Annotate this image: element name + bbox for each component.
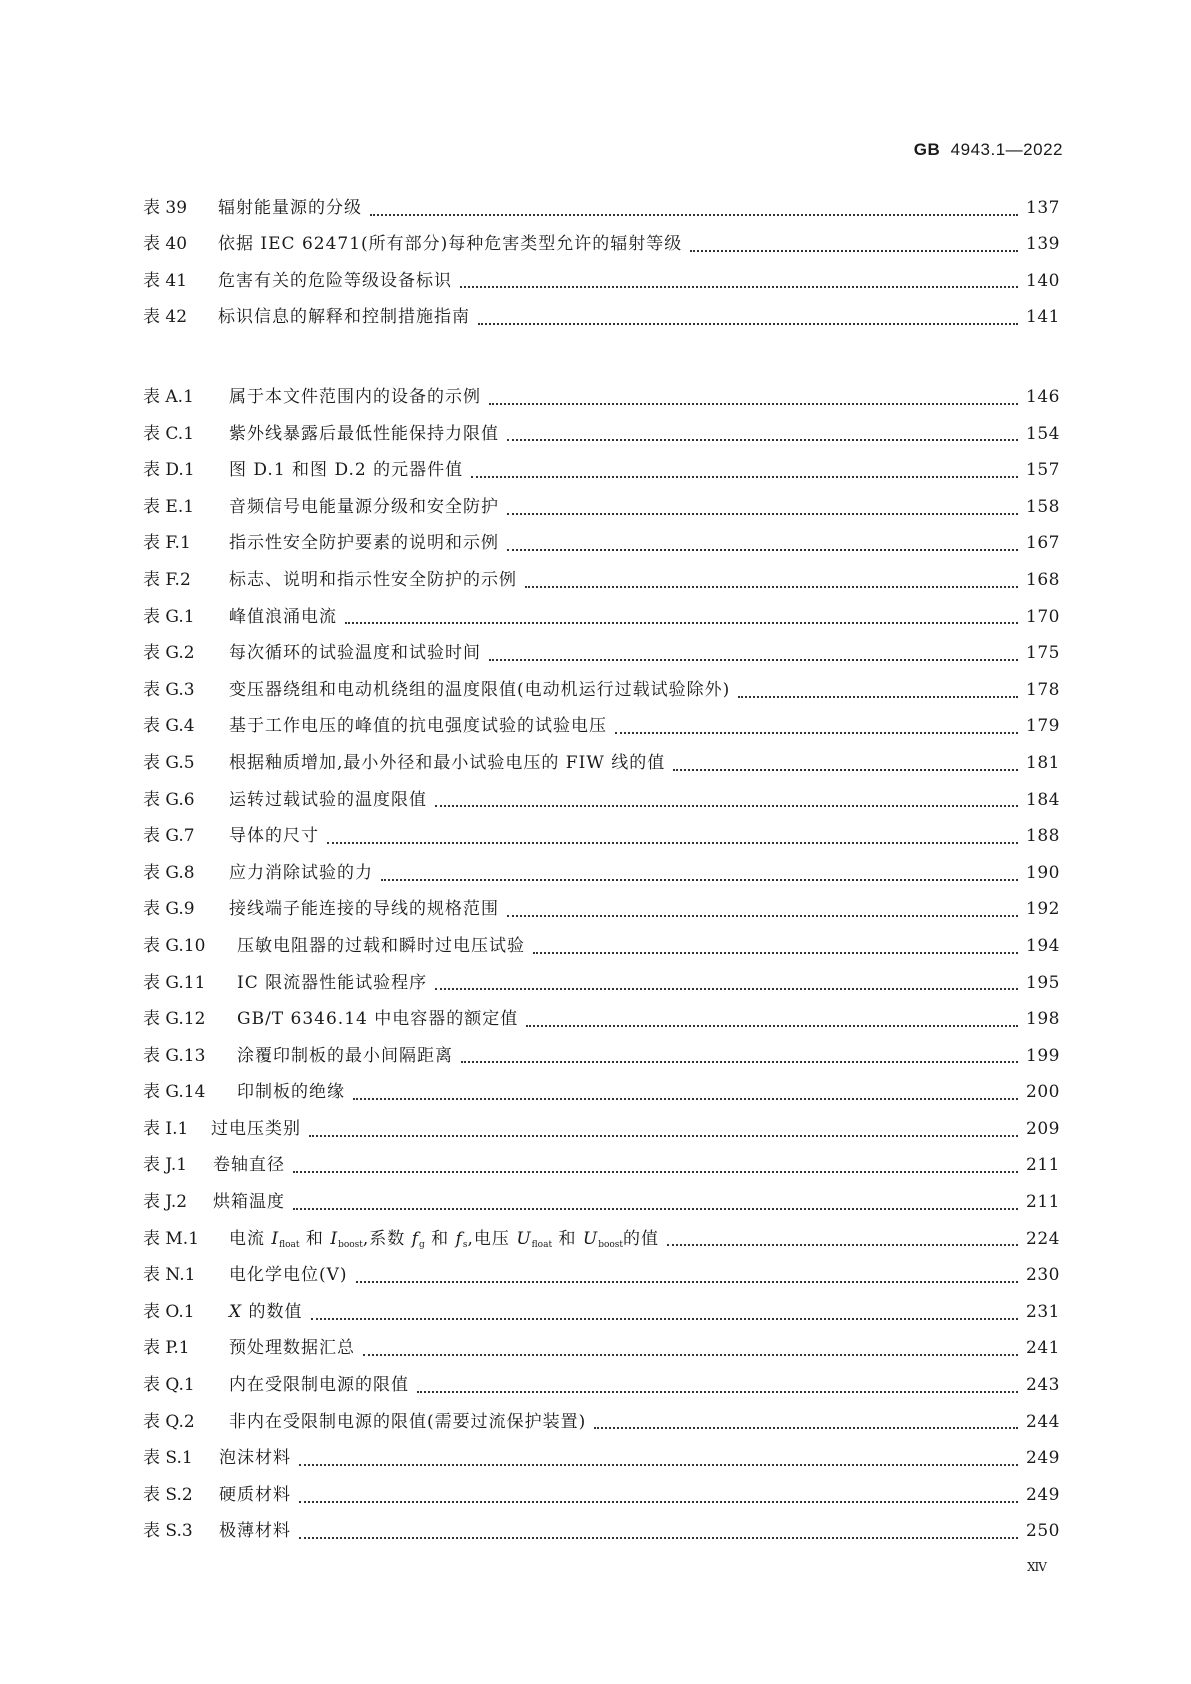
toc-entry[interactable]: [143, 1004, 1060, 1041]
toc-entry[interactable]: [143, 1077, 1060, 1114]
toc-entry-label: 表 G.3: [143, 679, 195, 700]
toc-entry[interactable]: [143, 602, 1060, 639]
leader-dots: [293, 1207, 1018, 1210]
toc-entry-label: 表 G.2: [143, 643, 195, 664]
toc-entry-label: 表 G.1: [143, 606, 195, 627]
toc-entry-page: 249: [1026, 1484, 1060, 1505]
toc-entry[interactable]: [143, 785, 1060, 822]
leader-dots: [353, 1097, 1018, 1100]
subscript-g: g: [419, 1239, 425, 1250]
toc-entry-label: 表 G.9: [143, 899, 195, 920]
subscript-s: s: [462, 1239, 468, 1250]
toc-entry-title: 电化学电位(V): [229, 1265, 348, 1286]
symbol-x: X: [229, 1301, 243, 1322]
toc-entry[interactable]: [143, 229, 1060, 265]
toc-entry-title: 内在受限制电源的限值: [229, 1375, 409, 1396]
toc-entry-page: 230: [1026, 1265, 1060, 1286]
toc-entry-label: 表 C.1: [143, 423, 195, 444]
toc-entry[interactable]: [143, 675, 1060, 712]
toc-entry-page: 179: [1026, 716, 1060, 737]
leader-dots: [299, 1500, 1018, 1503]
leader-dots: [293, 1170, 1018, 1173]
toc-entry[interactable]: [143, 455, 1060, 492]
symbol-current: I: [271, 1228, 280, 1249]
leader-dots: [417, 1390, 1018, 1393]
toc-entry-page: 241: [1026, 1338, 1060, 1359]
toc-entry[interactable]: [143, 419, 1060, 456]
title-text: 的值: [623, 1228, 660, 1249]
toc-entry[interactable]: [143, 1407, 1060, 1444]
title-text: 和: [299, 1228, 331, 1249]
toc-entry-page: 231: [1026, 1301, 1060, 1322]
leader-dots: [435, 987, 1018, 990]
toc-entry-label: 表 J.2: [143, 1192, 188, 1213]
toc-entry-title: 危害有关的危险等级设备标识: [218, 270, 452, 291]
toc-entry-label: 表 S.1: [143, 1448, 193, 1469]
subscript-boost: boost: [338, 1239, 363, 1250]
toc-entry-label: 表 G.7: [143, 826, 195, 847]
toc-entry-label: 表 G.4: [143, 716, 195, 737]
toc-entry-title: 图 D.1 和图 D.2 的元器件值: [229, 460, 464, 481]
toc-entry[interactable]: [143, 266, 1060, 302]
toc-entry[interactable]: [143, 565, 1060, 602]
toc-entry-page: 243: [1026, 1375, 1060, 1396]
toc-entry-page: 200: [1026, 1082, 1060, 1103]
toc-entry-label: 表 I.1: [143, 1118, 189, 1139]
toc-entry[interactable]: [143, 1516, 1060, 1553]
toc-entry-page: 157: [1026, 460, 1060, 481]
toc-entry-title: 变压器绕组和电动机绕组的温度限值(电动机运行过载试验除外): [229, 679, 731, 700]
toc-entry[interactable]: [143, 931, 1060, 968]
toc-entry-title: 印制板的绝缘: [237, 1082, 345, 1103]
toc-entry-page: 175: [1026, 643, 1060, 664]
leader-dots: [381, 878, 1018, 881]
leader-dots: [525, 585, 1018, 588]
toc-entry-title: 指示性安全防护要素的说明和示例: [229, 533, 499, 554]
leader-dots: [356, 1280, 1019, 1283]
toc-entry[interactable]: [143, 492, 1060, 529]
toc-entry-title: GB/T 6346.14 中电容器的额定值: [237, 1009, 519, 1030]
toc-entry-page: 198: [1026, 1009, 1060, 1030]
toc-entry-title: 辐射能量源的分级: [218, 198, 362, 218]
toc-entry-title: 接线端子能连接的导线的规格范围: [229, 899, 499, 920]
toc-entry[interactable]: [143, 1297, 1060, 1334]
leader-dots: [507, 914, 1018, 917]
toc-entry-title: 泡沫材料: [219, 1448, 291, 1469]
symbol-voltage: U: [516, 1228, 532, 1249]
leader-dots: [738, 695, 1018, 698]
toc-entry-title: 峰值浪涌电流: [229, 606, 337, 627]
leader-dots: [594, 1426, 1018, 1429]
toc-entry-label: 表 42: [143, 306, 188, 327]
toc-entry-page: 181: [1026, 752, 1060, 773]
toc-entry-page: 211: [1026, 1192, 1060, 1213]
toc-entry[interactable]: [143, 1333, 1060, 1370]
toc-entry-label: 表 Q.1: [143, 1375, 195, 1396]
leader-dots: [507, 548, 1018, 551]
toc-entry-label: 表 41: [143, 270, 188, 291]
leader-dots: [615, 731, 1018, 734]
toc-entry-title: 应力消除试验的力: [229, 862, 373, 883]
toc-entry[interactable]: [143, 1443, 1060, 1480]
toc-section-main-tables: [143, 193, 1060, 338]
toc-entry-title: 标识信息的解释和控制措施指南: [218, 306, 470, 327]
standard-number: 4943.1—2022: [950, 140, 1063, 159]
toc-entry[interactable]: [143, 528, 1060, 565]
symbol-voltage: U: [582, 1228, 599, 1249]
toc-entry-title: 烘箱温度: [213, 1192, 285, 1213]
toc-entry-title: 音频信号电能量源分级和安全防护: [229, 496, 499, 517]
toc-entry-title: 非内在受限制电源的限值(需要过流保护装置): [229, 1411, 587, 1432]
toc-entry-title: 基于工作电压的峰值的抗电强度试验的试验电压: [229, 716, 607, 737]
toc-entry-page: 167: [1026, 533, 1060, 554]
toc-entry-page: 224: [1026, 1228, 1060, 1249]
symbol-current: I: [330, 1228, 339, 1249]
toc-entry-title: 导体的尺寸: [229, 826, 319, 847]
toc-entry[interactable]: [143, 968, 1060, 1005]
toc-entry-label: 表 Q.2: [143, 1411, 195, 1432]
toc-entry-page: 178: [1026, 679, 1060, 700]
toc-entry[interactable]: [143, 1041, 1060, 1078]
toc-entry-label: 表 G.6: [143, 789, 195, 810]
leader-dots: [299, 1463, 1018, 1466]
symbol-factor: f: [411, 1228, 420, 1249]
toc-entry-title: 卷轴直径: [213, 1155, 285, 1176]
leader-dots: [507, 512, 1018, 515]
leader-dots: [345, 621, 1018, 624]
page-number: XIV: [1027, 1560, 1046, 1574]
toc-entry-title: [229, 1224, 659, 1250]
toc-entry-label: 表 G.5: [143, 752, 195, 773]
toc-entry-title: 紫外线暴露后最低性能保持力限值: [229, 423, 499, 444]
toc-entry-label: 表 M.1: [143, 1228, 200, 1249]
toc-entry-page: 188: [1026, 826, 1060, 847]
toc-entry-page: 154: [1026, 423, 1060, 444]
toc-entry-page: 141: [1026, 306, 1060, 327]
toc-entry-page: 211: [1026, 1155, 1060, 1176]
leader-dots: [309, 1134, 1018, 1137]
toc-entry-label: 表 A.1: [143, 387, 194, 407]
title-text: ,电压: [467, 1228, 517, 1249]
document-code: [914, 140, 1063, 160]
title-text: 和: [552, 1228, 583, 1249]
toc-entry-page: 250: [1026, 1521, 1060, 1542]
toc-entry-page: 170: [1026, 606, 1060, 627]
toc-entry-page: 195: [1026, 972, 1060, 993]
toc-entry-label: 表 E.1: [143, 496, 195, 517]
toc-entry[interactable]: [143, 193, 1060, 229]
toc-entry[interactable]: [143, 1224, 1060, 1261]
symbol-factor: f: [455, 1228, 463, 1249]
standard-prefix: GB: [913, 140, 941, 159]
leader-dots: [533, 951, 1018, 954]
leader-dots: [489, 658, 1018, 661]
toc-entry-title: IC 限流器性能试验程序: [237, 972, 428, 993]
toc-entry-page: 146: [1026, 387, 1060, 407]
toc-entry-title: 标志、说明和指示性安全防护的示例: [229, 569, 517, 590]
subscript-float: float: [531, 1239, 553, 1250]
toc-entry-label: 表 40: [143, 234, 188, 255]
toc-entry-label: 表 39: [143, 198, 188, 218]
toc-entry[interactable]: [143, 858, 1060, 895]
title-text: ,系数: [362, 1228, 412, 1249]
toc-entry[interactable]: [143, 302, 1060, 338]
leader-dots: [461, 1060, 1018, 1063]
toc-section-annex-tables: [143, 382, 1060, 1553]
toc-entry-page: 199: [1026, 1045, 1060, 1066]
toc-entry-label: 表 N.1: [143, 1265, 196, 1286]
toc-entry-title: 压敏电阻器的过载和瞬时过电压试验: [237, 935, 525, 956]
toc-entry[interactable]: [143, 1260, 1060, 1297]
toc-entry-label: 表 P.1: [143, 1338, 190, 1359]
toc-entry-title: 每次循环的试验温度和试验时间: [229, 643, 481, 664]
toc-entry[interactable]: [143, 821, 1060, 858]
toc-entry[interactable]: [143, 382, 1060, 419]
leader-dots: [526, 1024, 1018, 1027]
toc-entry-title: 属于本文件范围内的设备的示例: [229, 387, 481, 407]
title-text: 和: [424, 1228, 456, 1249]
toc-entry[interactable]: [143, 748, 1060, 785]
toc-entry-page: 244: [1026, 1411, 1060, 1432]
toc-entry-title: 过电压类别: [211, 1118, 301, 1139]
toc-entry-page: 158: [1026, 496, 1060, 517]
toc-entry-page: 190: [1026, 862, 1060, 883]
toc-entry-title: 硬质材料: [219, 1484, 291, 1505]
toc-entry-page: 139: [1026, 234, 1060, 255]
toc-entry-page: 249: [1026, 1448, 1060, 1469]
title-text: 电流: [229, 1228, 272, 1249]
toc-entry-label: 表 G.11: [143, 972, 206, 993]
toc-entry-title: 极薄材料: [219, 1521, 291, 1542]
toc-entry[interactable]: [143, 711, 1060, 748]
toc-entry-label: 表 G.13: [143, 1045, 206, 1066]
toc-entry-page: 137: [1026, 198, 1060, 218]
leader-dots: [489, 402, 1018, 405]
toc-entry-label: 表 O.1: [143, 1301, 195, 1322]
toc-entry-title: 依据 IEC 62471(所有部分)每种危害类型允许的辐射等级: [218, 234, 683, 255]
toc-entry-page: 168: [1026, 569, 1060, 590]
toc-entry-title: 预处理数据汇总: [229, 1338, 355, 1359]
subscript-float: float: [279, 1239, 300, 1250]
toc-entry-label: 表 G.12: [143, 1009, 206, 1030]
leader-dots: [690, 249, 1018, 252]
toc-entry-page: 194: [1026, 935, 1060, 956]
toc-entry-label: 表 S.3: [143, 1521, 193, 1542]
leader-dots: [673, 768, 1018, 771]
leader-dots: [311, 1317, 1019, 1320]
leader-dots: [435, 804, 1018, 807]
leader-dots: [299, 1536, 1018, 1539]
subscript-boost: boost: [598, 1239, 624, 1250]
toc-entry[interactable]: [143, 1480, 1060, 1517]
toc-entry-title: 运转过载试验的温度限值: [229, 789, 427, 810]
toc-entry[interactable]: [143, 1187, 1060, 1224]
toc-entry-title: 根据釉质增加,最小外径和最小试验电压的 FIW 线的值: [229, 752, 666, 773]
toc-entry-label: 表 F.2: [143, 569, 191, 590]
toc-entry-label: 表 G.14: [143, 1082, 206, 1103]
leader-dots: [667, 1243, 1018, 1246]
toc-entry-page: 184: [1026, 789, 1060, 810]
leader-dots: [370, 213, 1018, 216]
toc-entry-label: 表 F.1: [143, 533, 191, 554]
toc-entry[interactable]: [143, 1150, 1060, 1187]
toc-entry-label: 表 J.1: [143, 1155, 188, 1176]
toc-entry-page: 209: [1026, 1118, 1060, 1139]
toc-entry-label: 表 S.2: [143, 1484, 193, 1505]
toc-entry[interactable]: [143, 638, 1060, 675]
toc-entry-page: 192: [1026, 899, 1060, 920]
title-text: 的数值: [242, 1301, 303, 1322]
leader-dots: [478, 322, 1018, 325]
toc-entry-label: 表 D.1: [143, 460, 195, 481]
toc-entry[interactable]: [143, 1370, 1060, 1407]
leader-dots: [471, 475, 1018, 478]
toc-entry-label: 表 G.8: [143, 862, 195, 883]
leader-dots: [363, 1353, 1018, 1356]
toc-entry[interactable]: [143, 1114, 1060, 1151]
toc-entry[interactable]: [143, 894, 1060, 931]
leader-dots: [507, 438, 1018, 441]
toc-entry-title: 涂覆印制板的最小间隔距离: [237, 1045, 453, 1066]
toc-entry-label: 表 G.10: [143, 935, 206, 956]
toc-entry-page: 140: [1026, 270, 1060, 291]
toc-entry-title: [229, 1297, 303, 1322]
leader-dots: [327, 841, 1018, 844]
leader-dots: [460, 285, 1018, 288]
